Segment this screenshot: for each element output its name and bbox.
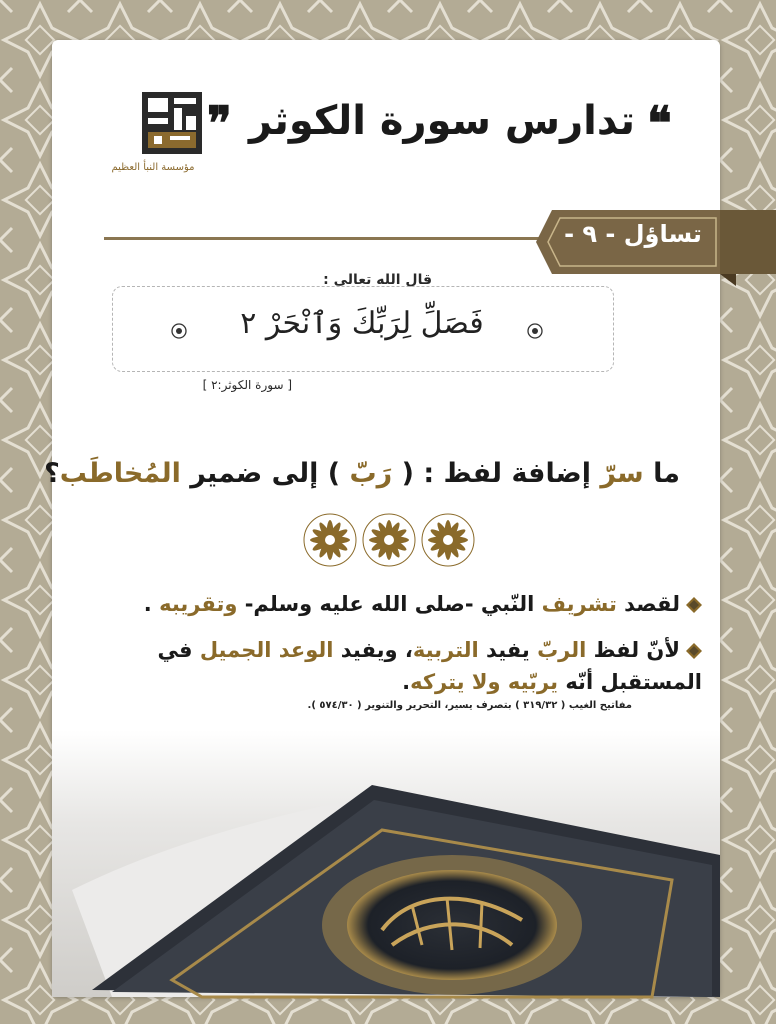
question-part: ) إلى ضمير	[180, 458, 350, 489]
answer-text: في المستقبل أنّه	[157, 638, 702, 694]
source-citation: مفاتيح الغيب ( ٣١٩/٣٢ ) بتصرف يسير، التحرير والتنوير ( ٥٧٤/٣٠ ).	[307, 700, 632, 711]
content-card	[44, 40, 720, 997]
question-highlight: المُخاطَب	[59, 458, 181, 489]
foundation-name: مؤسسة النبأ العظيم	[111, 162, 195, 173]
answer-item	[82, 634, 702, 698]
answer-text: ، ويفيد	[333, 638, 413, 662]
quran-verse: فَصَلِّ لِرَبِّكَ وَٱنْحَرْ ٢	[240, 306, 484, 341]
rosette-icon	[304, 514, 356, 566]
question-part: إضافة لفظ : (	[392, 458, 601, 489]
quran-book-image	[52, 730, 720, 997]
verse-ornament-icon	[170, 322, 188, 340]
question-part: ما	[643, 458, 680, 489]
foundation-logo	[94, 92, 212, 182]
rosette-icon	[422, 514, 474, 566]
answer-text: لأنّ لفظ	[586, 638, 680, 662]
diamond-bullet-icon	[686, 643, 702, 659]
answer-highlight: التربية	[412, 638, 479, 662]
rosette-ornaments	[300, 510, 478, 570]
answer-text: يفيد	[478, 638, 538, 662]
answer-highlight: وتقريبه	[159, 592, 238, 616]
section-divider	[104, 237, 544, 240]
answer-text: لقصد	[616, 592, 680, 616]
question-highlight: رَبّ	[349, 458, 393, 489]
question-number-label: تساؤل - ٩ -	[564, 220, 702, 248]
answer-highlight: يربّيه ولا يتركه	[410, 670, 559, 694]
rosette-icon	[363, 514, 415, 566]
question-highlight: سرّ	[600, 458, 644, 489]
answer-highlight: تشريف	[541, 592, 617, 616]
answer-highlight: الوعد الجميل	[199, 638, 334, 662]
verse-intro: قال الله تعالى :	[323, 272, 432, 288]
answer-text: .	[402, 670, 411, 694]
answer-text: النّبي -صلى الله عليه وسلم-	[237, 592, 542, 616]
quote-close-mark: ❞	[207, 96, 232, 150]
verse-reference: [ سورة الكوثر:٢ ]	[202, 378, 292, 392]
foundation-logo-icon	[142, 92, 202, 154]
answer-item	[82, 588, 702, 620]
page-title: تدارس سورة الكوثر	[249, 98, 635, 144]
question-part: ؟	[44, 458, 60, 489]
answer-text: .	[143, 592, 160, 616]
question-heading	[44, 458, 680, 489]
diamond-bullet-icon	[686, 597, 702, 613]
quote-open-mark: ❝	[647, 96, 672, 150]
answer-highlight: الربّ	[537, 638, 587, 662]
